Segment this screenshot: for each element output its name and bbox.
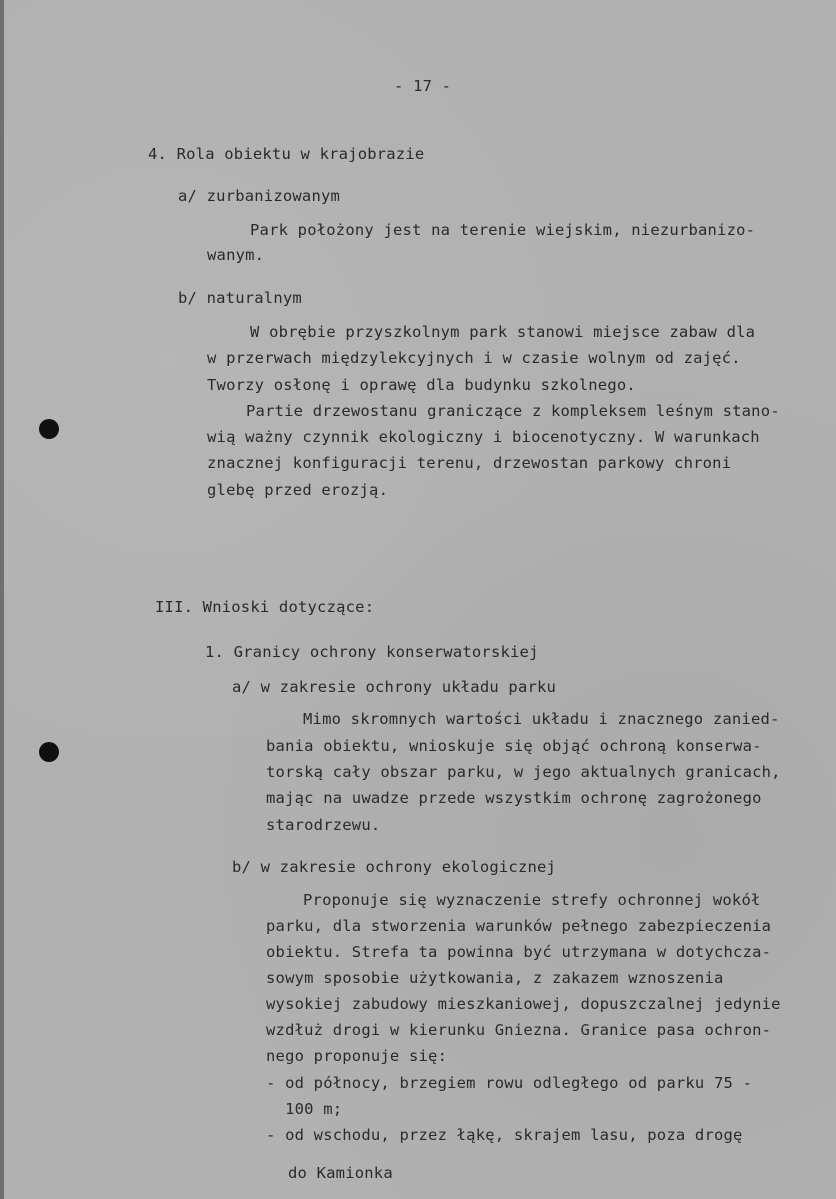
section-3-a-line-2: bania obiektu, wnioskuje się objąć ochroną konserwa- xyxy=(266,737,762,755)
section-4-b-line-2: w przerwach międzylekcyjnych i w czasie wolnym od zajęć. xyxy=(207,349,741,367)
punch-hole-bottom xyxy=(39,742,59,762)
section-4-heading: 4. Rola obiektu w krajobrazie xyxy=(148,145,425,163)
section-3-b-line-11: do Kamionka xyxy=(288,1164,393,1182)
page-number: - 17 - xyxy=(394,77,452,95)
section-3-b-line-8: - od północy, brzegiem rowu odległego od parku 75 - xyxy=(266,1074,753,1092)
section-3-b-line-9: 100 m; xyxy=(266,1100,343,1118)
section-3-heading: III. Wnioski dotyczące: xyxy=(155,598,375,616)
section-4-b-line-5: wią ważny czynnik ekologiczny i biocenotyczny. W warunkach xyxy=(207,428,760,446)
section-4-b-line-6: znacznej konfiguracji terenu, drzewostan parkowy chroni xyxy=(207,454,732,472)
section-3-a-line-3: torską cały obszar parku, w jego aktualnych granicach, xyxy=(266,763,781,781)
section-3-b-line-2: parku, dla stworzenia warunków pełnego zabezpieczenia xyxy=(266,917,772,935)
section-3-b-line-1: Proponuje się wyznaczenie strefy ochronnej wokół xyxy=(303,891,761,909)
section-3-a-line-5: starodrzewu. xyxy=(266,816,381,834)
section-3-b-line-10: - od wschodu, przez łąkę, skrajem lasu, poza drogę xyxy=(266,1126,743,1144)
section-4-b-line-4: Partie drzewostanu graniczące z kompleksem leśnym stano- xyxy=(246,402,780,420)
section-4-b-line-7: glebę przed erozją. xyxy=(207,481,389,499)
section-3-b-label: b/ w zakresie ochrony ekologicznej xyxy=(232,858,557,876)
section-3-b-line-6: wzdłuż drogi w kierunku Gniezna. Granice pasa ochron- xyxy=(266,1021,772,1039)
section-4-b-line-1: W obrębie przyszkolnym park stanowi miejsce zabaw dla xyxy=(250,323,756,341)
section-4-b-line-3: Tworzy osłonę i oprawę dla budynku szkolnego. xyxy=(207,376,636,394)
section-3-sub-1: 1. Granicy ochrony konserwatorskiej xyxy=(205,643,539,661)
section-3-a-line-1: Mimo skromnych wartości układu i znacznego zanied- xyxy=(303,710,780,728)
punch-hole-top xyxy=(39,419,59,439)
section-4-b-label: b/ naturalnym xyxy=(178,289,302,307)
section-4-a-line-1: Park położony jest na terenie wiejskim, niezurbanizo- xyxy=(250,221,756,239)
page-edge xyxy=(0,0,4,1199)
section-4-a-label: a/ zurbanizowanym xyxy=(178,187,341,205)
section-3-a-label: a/ w zakresie ochrony układu parku xyxy=(232,678,557,696)
section-3-b-line-5: wysokiej zabudowy mieszkaniowej, dopuszczalnej jedynie xyxy=(266,995,781,1013)
section-3-b-line-3: obiektu. Strefa ta powinna być utrzymana w dotychcza- xyxy=(266,943,772,961)
section-3-b-line-4: sowym sposobie użytkowania, z zakazem wznoszenia xyxy=(266,969,724,987)
section-3-a-line-4: mając na uwadze przede wszystkim ochronę zagrożonego xyxy=(266,789,762,807)
section-4-a-line-2: wanym. xyxy=(207,246,265,264)
section-3-b-line-7: nego proponuje się: xyxy=(266,1047,448,1065)
